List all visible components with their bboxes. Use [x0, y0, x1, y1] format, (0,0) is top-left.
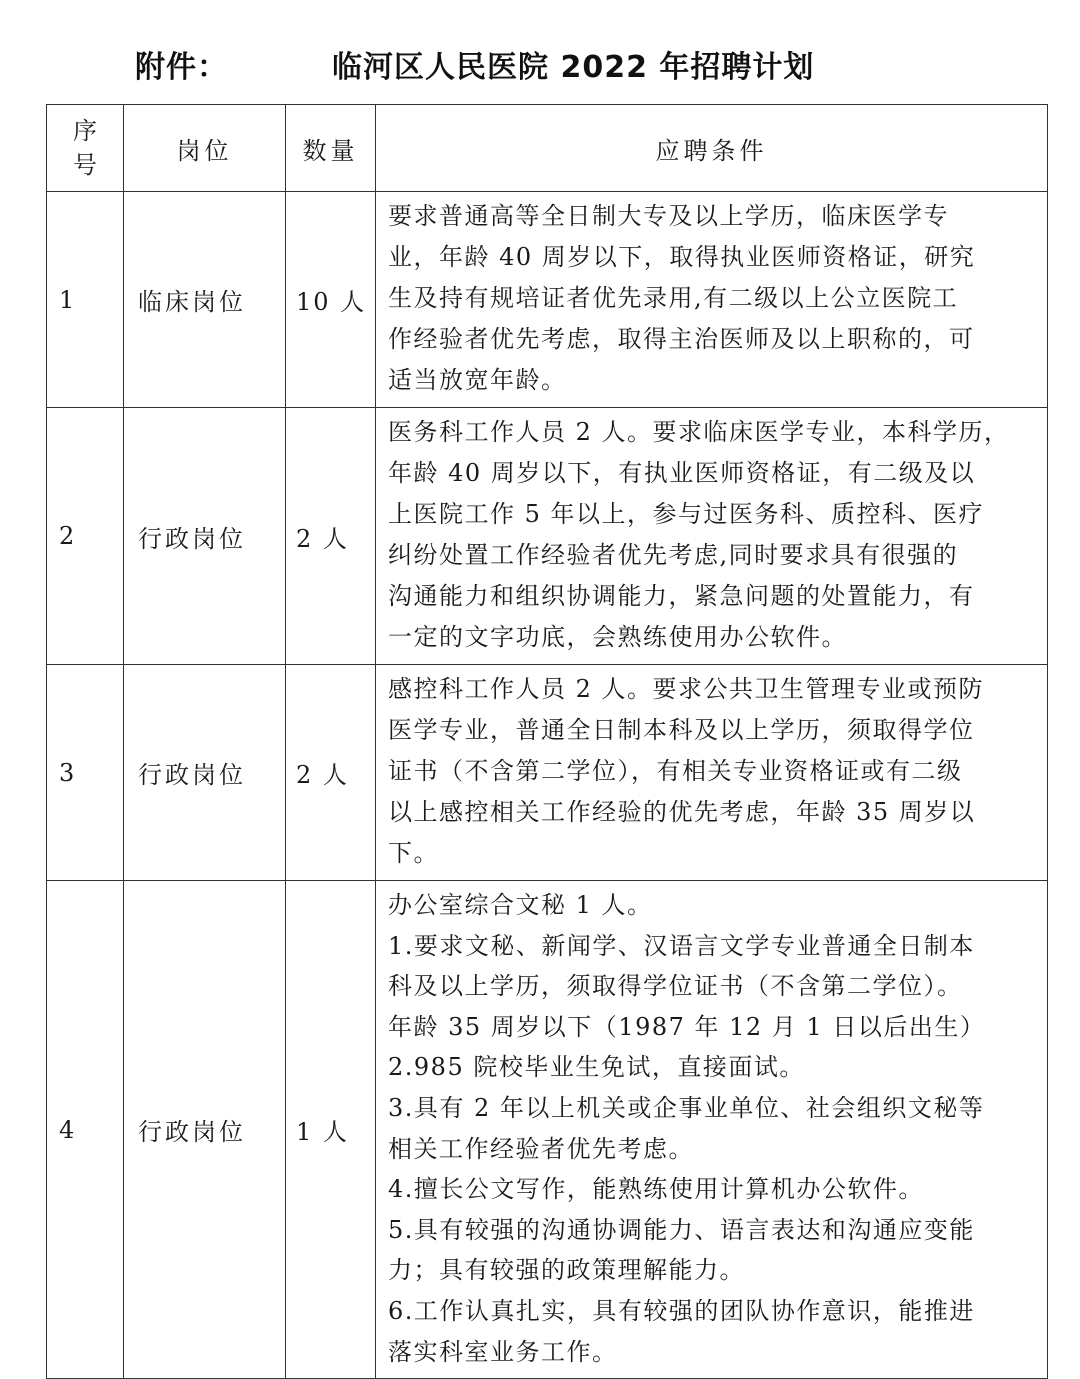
condition-line: 科及以上学历，须取得学位证书（不含第二学位）。	[388, 972, 963, 1001]
cell-quantity: 2 人	[286, 408, 376, 665]
cell-conditions	[376, 408, 1048, 665]
cell-seq: 3	[47, 665, 124, 881]
condition-line: 力；具有较强的政策理解能力。	[388, 1256, 745, 1285]
condition-line: 5.具有较强的沟通协调能力、语言表达和沟通应变能	[388, 1215, 975, 1244]
cell-quantity: 1 人	[286, 881, 376, 1379]
condition-line: 下。	[388, 839, 439, 867]
condition-line: 医务科工作人员 2 人。要求临床医学专业，本科学历，	[388, 418, 1010, 446]
condition-line: 要求普通高等全日制大专及以上学历，临床医学专	[388, 202, 949, 230]
cell-seq: 2	[47, 408, 124, 665]
cell-quantity: 2 人	[286, 665, 376, 881]
condition-line: 证书（不含第二学位），有相关专业资格证或有二级	[388, 757, 963, 785]
header-position: 岗位	[124, 105, 286, 192]
table-row	[47, 881, 1048, 1379]
table-row	[47, 192, 1048, 408]
condition-line: 6.工作认真扎实，具有较强的团队协作意识，能推进	[388, 1296, 975, 1325]
condition-line: 作经验者优先考虑，取得主治医师及以上职称的，可	[388, 325, 975, 353]
cell-position: 行政岗位	[124, 881, 286, 1379]
table-row	[47, 408, 1048, 665]
condition-line: 上医院工作 5 年以上，参与过医务科、质控科、医疗	[388, 500, 985, 528]
header-seq	[47, 105, 124, 192]
condition-line: 办公室综合文秘 1 人。	[388, 891, 653, 919]
table-row	[47, 665, 1048, 881]
condition-line: 3.具有 2 年以上机关或企事业单位、社会组织文秘等	[388, 1093, 985, 1122]
condition-line: 年龄 40 周岁以下，有执业医师资格证，有二级及以	[388, 459, 976, 487]
cell-position: 行政岗位	[124, 665, 286, 881]
condition-line: 业，年龄 40 周岁以下，取得执业医师资格证，研究	[388, 243, 976, 271]
document-header	[0, 38, 1080, 88]
cell-seq: 1	[47, 192, 124, 408]
condition-line: 相关工作经验者优先考虑。	[388, 1134, 694, 1163]
header-conditions: 应聘条件	[376, 105, 1048, 192]
condition-line: 年龄 35 周岁以下（1987 年 12 月 1 日以后出生）	[388, 1012, 986, 1041]
condition-line: 生及持有规培证者优先录用,有二级以上公立医院工	[388, 284, 959, 312]
condition-line: 1.要求文秘、新闻学、汉语言文学专业普通全日制本	[388, 931, 975, 960]
cell-conditions	[376, 881, 1048, 1379]
condition-line: 纠纷处置工作经验者优先考虑,同时要求具有很强的	[388, 541, 959, 569]
condition-line: 沟通能力和组织协调能力，紧急问题的处置能力，有	[388, 582, 975, 610]
header-seq-line1: 序	[73, 117, 97, 145]
condition-line: 医学专业，普通全日制本科及以上学历，须取得学位	[388, 716, 975, 744]
cell-position: 行政岗位	[124, 408, 286, 665]
header-seq-line2: 号	[73, 151, 97, 179]
cell-conditions	[376, 665, 1048, 881]
condition-line: 感控科工作人员 2 人。要求公共卫生管理专业或预防	[388, 675, 985, 703]
condition-line: 一定的文字功底，会熟练使用办公软件。	[388, 623, 847, 651]
recruitment-table	[46, 104, 1048, 1379]
condition-line: 4.擅长公文写作，能熟练使用计算机办公软件。	[388, 1175, 924, 1204]
cell-conditions	[376, 192, 1048, 408]
table-header-row	[47, 105, 1048, 192]
cell-position: 临床岗位	[124, 192, 286, 408]
condition-line: 适当放宽年龄。	[388, 366, 567, 394]
attachment-label: 附件：	[135, 50, 228, 85]
cell-seq: 4	[47, 881, 124, 1379]
header-quantity: 数量	[286, 105, 376, 192]
condition-line: 以上感控相关工作经验的优先考虑，年龄 35 周岁以	[388, 798, 976, 826]
cell-quantity: 10 人	[286, 192, 376, 408]
document-title: 临河区人民医院 2022 年招聘计划	[332, 50, 815, 85]
condition-line: 落实科室业务工作。	[388, 1337, 618, 1366]
condition-line: 2.985 院校毕业生免试，直接面试。	[388, 1053, 805, 1082]
